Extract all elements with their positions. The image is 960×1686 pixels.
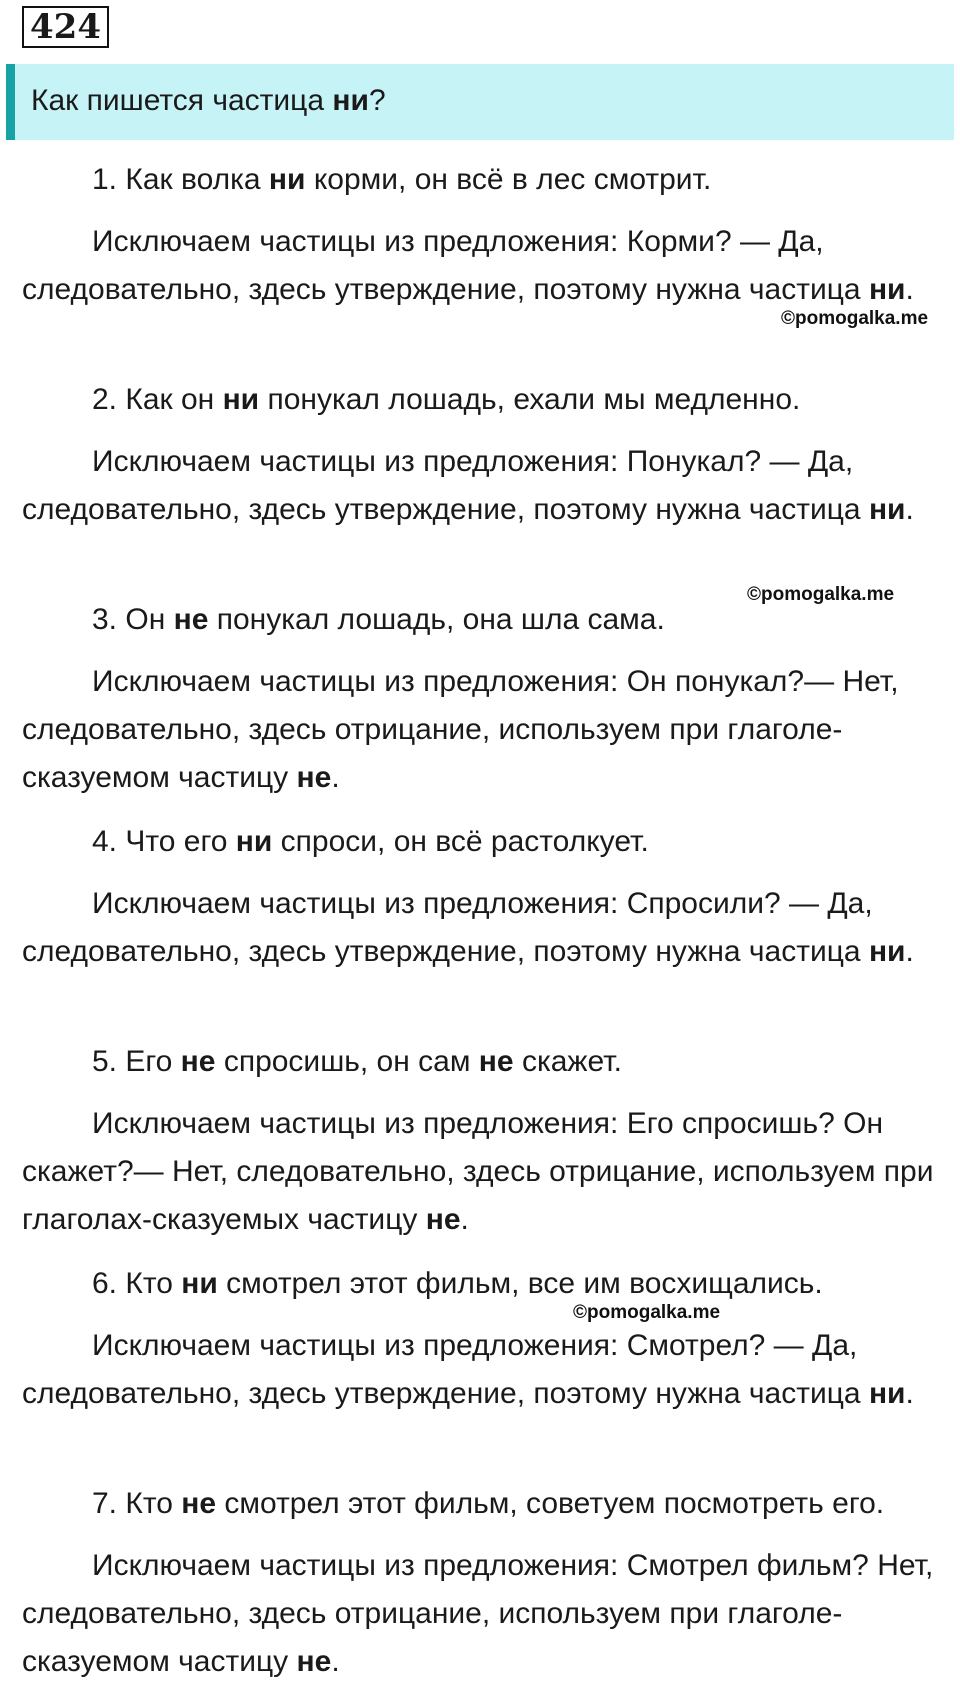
- sentence-4: 4. Что его ни спроси, он всё растолкует.: [92, 825, 649, 858]
- question-title: Как пишется частица ни?: [31, 84, 386, 117]
- explanation-7: Исключаем частицы из предложения: Смотрел фильм? Нет, следовательно, здесь отрицание, используем при глаголе-сказуемом частицу не.: [22, 1549, 934, 1678]
- explanation-5: Исключаем частицы из предложения: Его спросишь? Он скажет?— Нет, следовательно, здесь отрицание, используем при глаголах-сказуемых частицу не.: [22, 1107, 934, 1236]
- explanation-4: Исключаем частицы из предложения: Спросили? — Да, следовательно, здесь утверждение, поэтому нужна частица ни.: [22, 887, 914, 968]
- sentence-7: 7. Кто не смотрел этот фильм, советуем посмотреть его.: [92, 1487, 885, 1520]
- explanation-2: Исключаем частицы из предложения: Понукал? — Да, следовательно, здесь утверждение, поэтому нужна частица ни.: [22, 445, 914, 526]
- sentence-1: 1. Как волка ни корми, он всё в лес смотрит.: [92, 163, 712, 196]
- explanation-1: Исключаем частицы из предложения: Корми? — Да, следовательно, здесь утверждение, поэтому нужна частица ни.: [22, 225, 914, 306]
- explanation-3: Исключаем частицы из предложения: Он понукал?— Нет, следовательно, здесь отрицание, используем при глаголе-сказуемом частицу не.: [22, 665, 899, 794]
- watermark: ©pomogalka.me: [781, 308, 929, 329]
- watermark: ©pomogalka.me: [747, 584, 895, 605]
- sentence-2: 2. Как он ни понукал лошадь, ехали мы медленно.: [92, 383, 801, 416]
- question-banner: [6, 64, 954, 140]
- sentence-6: 6. Кто ни смотрел этот фильм, все им восхищались.: [92, 1267, 823, 1300]
- watermark: ©pomogalka.me: [573, 1302, 721, 1323]
- task-number: 424: [22, 6, 109, 48]
- sentence-3: 3. Он не понукал лошадь, она шла сама.: [92, 603, 665, 636]
- sentence-5: 5. Его не спросишь, он сам не скажет.: [92, 1045, 622, 1078]
- explanation-6: Исключаем частицы из предложения: Смотрел? — Да, следовательно, здесь утверждение, поэтому нужна частица ни.: [22, 1329, 914, 1410]
